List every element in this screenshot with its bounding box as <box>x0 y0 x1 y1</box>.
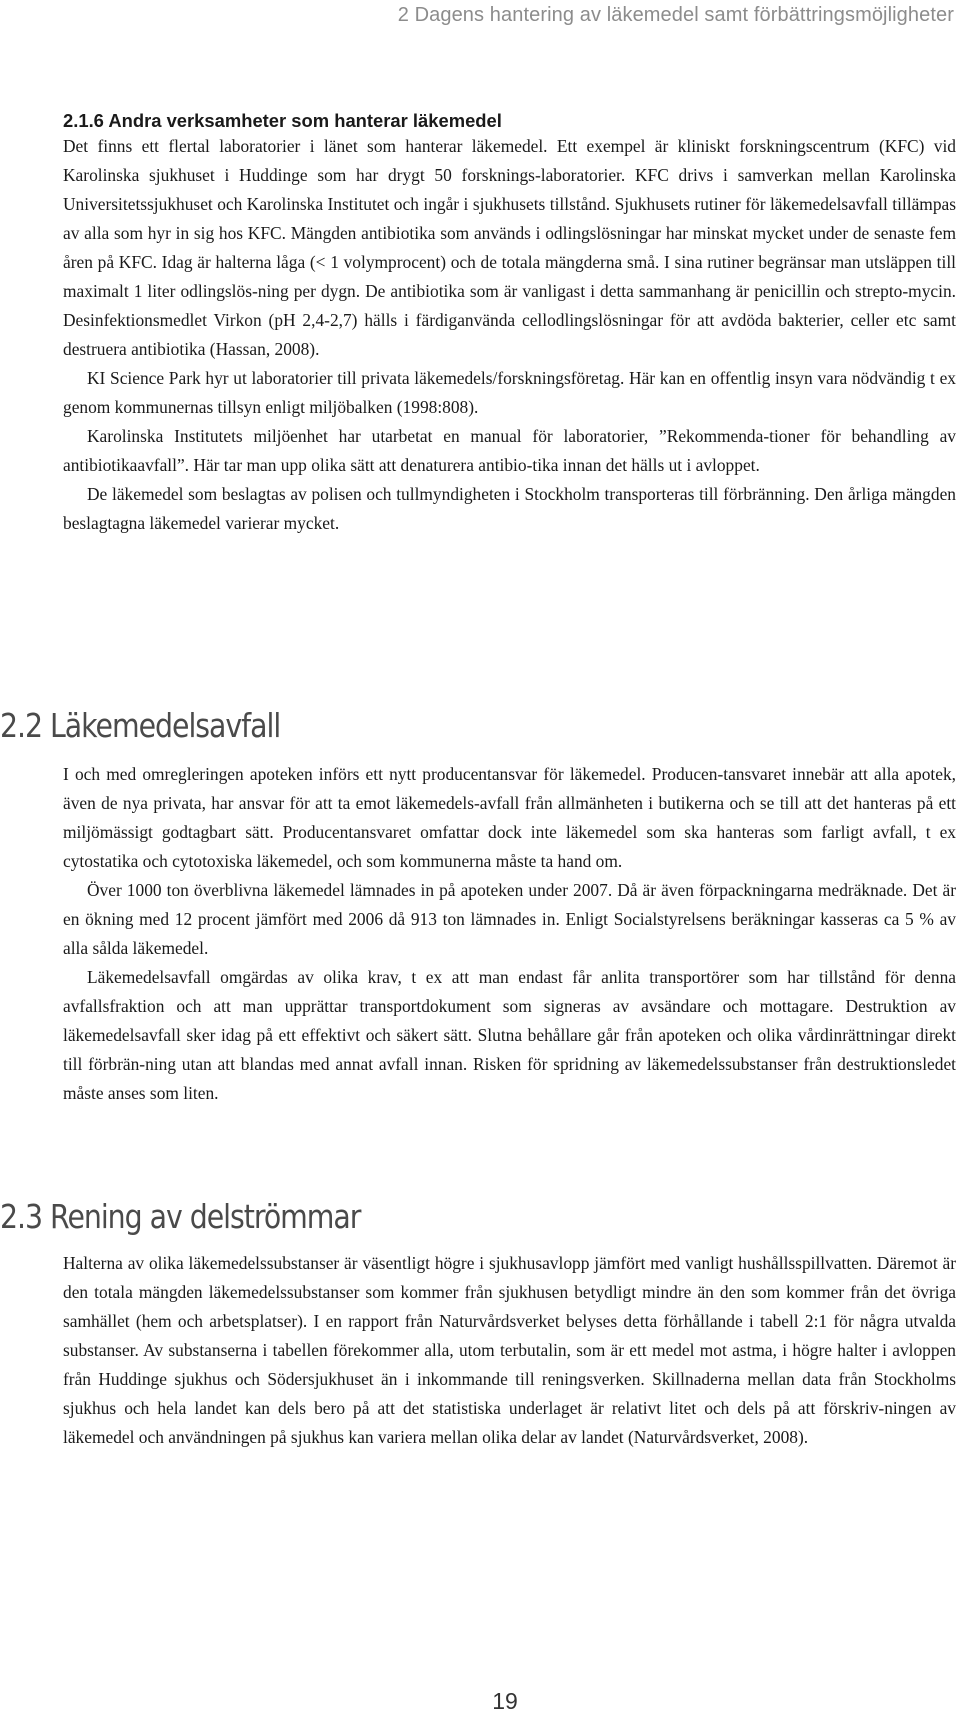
paragraph: De läkemedel som beslagtas av polisen och tullmyndigheten i Stockholm transporteras till förbränning. Den årliga mängden beslagtagna läkemedel varierar mycket. <box>63 484 956 533</box>
running-header: 2 Dagens hantering av läkemedel samt förbättringsmöjligheter <box>397 4 954 26</box>
paragraph: I och med omregleringen apoteken införs ett nytt producentansvar för läkemedel. Producen-tansvaret innebär att alla apotek, även de nya privata, har ansvar för att ta emot läkemedels-avfall från allmänheten i butikerna och se till att det hanteras på ett miljömässigt godtagbart sätt. Producentansvaret omfattar dock inte läkemedel som ska hanteras som farligt avfall, t ex cytostatika och cytotoxiska läkemedel, och som kommunerna måste ta hand om. <box>63 764 956 871</box>
paragraph: Halterna av olika läkemedelssubstanser är väsentligt högre i sjukhusavlopp jämfört med vanligt hushållsspillvatten. Däremot är den totala mängden läkemedelssubstanser som kommer från sjukhusen betydligt mindre än den som kommer från det övriga samhället (hem och arbetsplatser). I en rapport från Naturvårdsverket belyses detta förhållande i tabell 2:1 för några utvalda substanser. Av substanserna i tabellen förekommer alla, utom terbutalin, som är ett medel mot astma, i högre halter i avloppen från Huddinge sjukhus och Södersjukhuset än i inkommande till reningsverken. Skillnaderna mellan data från Stockholms sjukhus och hela landet kan dels bero på att det statistiska underlaget är relativt litet och dels på att förskriv-ningen av läkemedel och användningen på sjukhus kan variera mellan olika delar av landet (Naturvårdsverket, 2008). <box>63 1253 956 1447</box>
paragraph: Karolinska Institutets miljöenhet har utarbetat en manual för laboratorier, ”Rekommenda-tioner för behandling av antibiotikaavfall”. Här tar man upp olika sätt att denaturera antibio-tika innan det hälls ut i avloppet. <box>63 426 956 475</box>
paragraph: KI Science Park hyr ut laboratorier till privata läkemedels/forskningsföretag. Här kan en offentlig insyn vara nödvändig t ex genom kommunernas tillsyn enligt miljöbalken (1998:808). <box>63 368 956 417</box>
section-2-3-body <box>63 1249 956 1452</box>
paragraph: Över 1000 ton överblivna läkemedel lämnades in på apoteken under 2007. Då är även förpackningarna medräknade. Det är en ökning med 12 procent jämfört med 2006 då 913 ton lämnades in. Enligt Socialstyrelsens beräkningar kasseras ca 5 % av alla sålda läkemedel. <box>63 880 956 958</box>
subsection-2-1-6-body <box>63 132 956 538</box>
section-2-2-body <box>63 760 956 1108</box>
subsection-title-2-1-6: 2.1.6 Andra verksamheter som hanterar läkemedel <box>63 110 502 131</box>
section-title-2-3: 2.3 Rening av delströmmar <box>0 1197 361 1236</box>
paragraph: Läkemedelsavfall omgärdas av olika krav, t ex att man endast får anlita transportörer som har tillstånd för denna avfallsfraktion och att man upprättar transportdokument som signeras av avsändare och mottagare. Destruktion av läkemedelsavfall sker idag på ett effektivt och säkert sätt. Slutna behållare går från apoteken och olika vårdinrättningar direkt till förbrän-ning utan att blandas med annat avfall innan. Risken för spridning av läkemedelssubstanser från destruktionsledet måste anses som liten. <box>63 967 956 1103</box>
paragraph: Det finns ett flertal laboratorier i länet som hanterar läkemedel. Ett exempel är kliniskt forskningscentrum (KFC) vid Karolinska sjukhuset i Huddinge som har drygt 50 forsknings-laboratorier. KFC drivs i samverkan mellan Karolinska Universitetssjukhuset och Karolinska Institutet och ingår i sjukhusets tillstånd. Sjukhusets rutiner för läkemedelsavfall tillämpas av alla som hyr in sig hos KFC. Mängden antibiotika som används i odlingslösningar har minskat mycket under de senaste fem åren på KFC. Idag är halterna låga (< 1 volymprocent) och de totala mängderna små. I sina rutiner begränsar man utsläppen till maximalt 1 liter odlingslös-ning per dygn. De antibiotika som är vanligast i detta sammanhang är penicillin och strepto-mycin. Desinfektionsmedlet Virkon (pH 2,4-2,7) hälls i färdiganvända cellodlingslösningar för att avdöda bakterier, celler etc samt destruera antibiotika (Hassan, 2008). <box>63 136 956 359</box>
page-number: 19 <box>492 1688 518 1714</box>
section-title-2-2: 2.2 Läkemedelsavfall <box>0 706 281 745</box>
